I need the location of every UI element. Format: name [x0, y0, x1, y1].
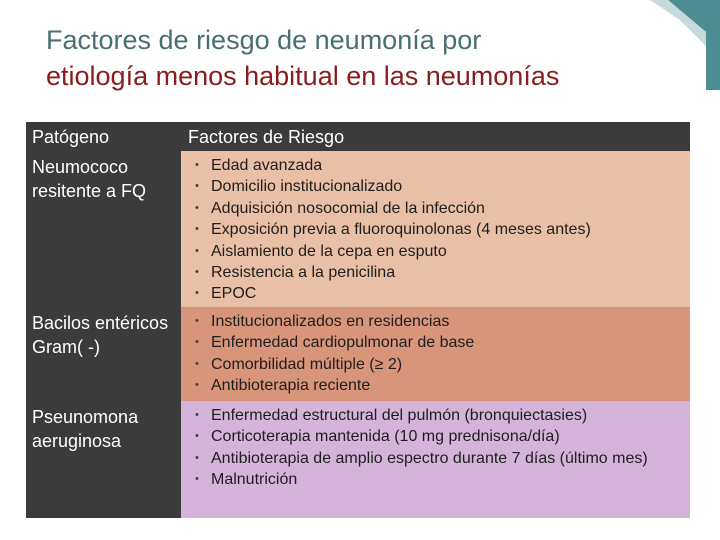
list-item: • Institucionalizados en residencias [183, 311, 690, 332]
list-item: • Exposición previa a fluoroquinolonas (4 meses antes) [183, 219, 690, 240]
risk-factor-list [181, 151, 690, 307]
table-header [26, 122, 690, 151]
list-item: • Antibioterapia reciente [183, 375, 690, 396]
list-item: • Domicilio institucionalizado [183, 176, 690, 197]
list-item: • Enfermedad estructural del pulmón (bronquiectasies) [183, 405, 690, 426]
list-item: • Resistencia a la penicilina [183, 262, 690, 283]
list-item: • Corticoterapia mantenida (10 mg prednisona/día) [183, 426, 690, 447]
slide-title [46, 22, 686, 94]
title-line-2: etiología menos habitual en las neumonías [46, 61, 560, 91]
title-line-1: Factores de riesgo de neumonía por [46, 25, 482, 55]
pathogen-cell: Pseunomona aeruginosa [26, 401, 181, 518]
pathogen-cell: Bacilos entéricos Gram( -) [26, 307, 181, 401]
list-item: • Adquisición nosocomial de la infección [183, 198, 690, 219]
table-row [26, 401, 690, 518]
list-item: • Antibioterapia de amplio espectro durante 7 días (último mes) [183, 448, 690, 469]
list-item: • Enfermedad cardiopulmonar de base [183, 332, 690, 353]
risk-factor-list [181, 401, 690, 518]
table-row [26, 307, 690, 401]
list-item: • EPOC [183, 283, 690, 304]
header-risk-factors: Factores de Riesgo [188, 127, 345, 147]
table-row [26, 151, 690, 307]
list-item: • Aislamiento de la cepa en esputo [183, 241, 690, 262]
pathogen-cell: Neumococo resitente a FQ [26, 151, 181, 307]
list-item: • Comorbilidad múltiple (≥ 2) [183, 354, 690, 375]
list-item: • Malnutrición [183, 469, 690, 490]
risk-factor-list [181, 307, 690, 401]
header-pathogen: Patógeno [32, 127, 110, 147]
risk-factors-table [26, 122, 690, 518]
list-item: • Edad avanzada [183, 155, 690, 176]
